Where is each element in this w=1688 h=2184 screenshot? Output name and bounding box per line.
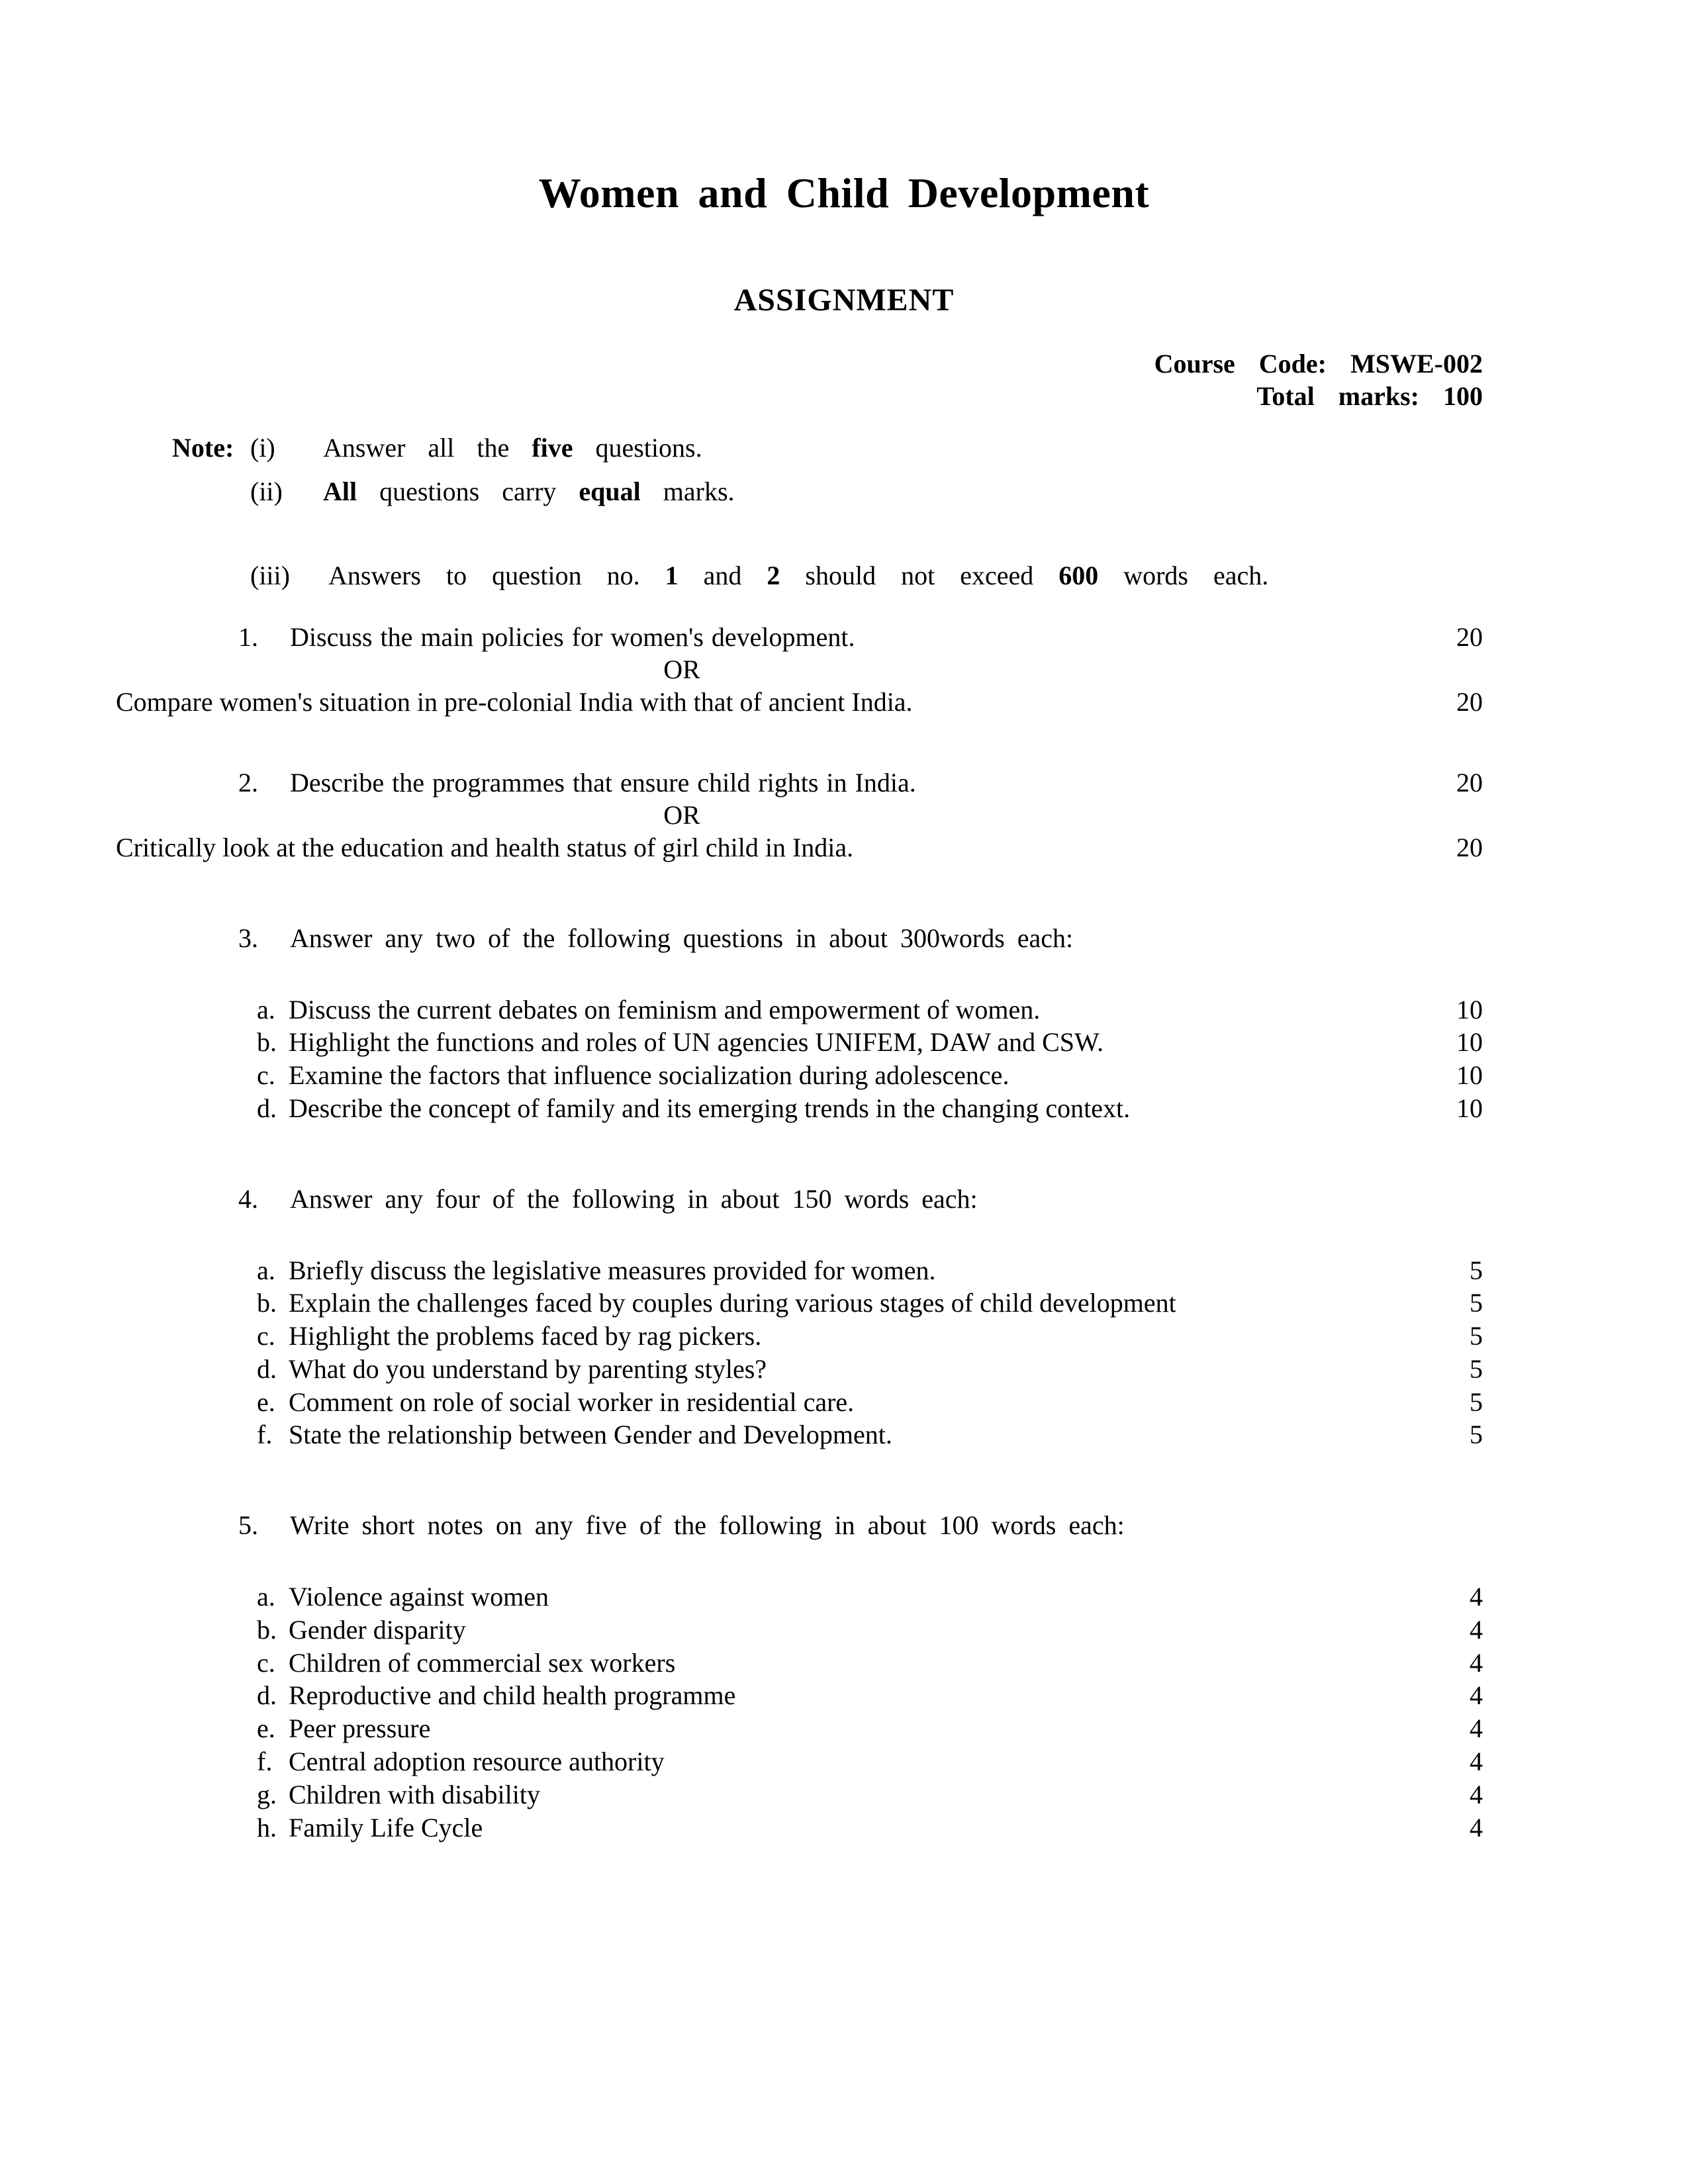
q5-e-text: Peer pressure [289,1713,431,1744]
q4-a-text: Briefly discuss the legislative measures provided for women. [289,1255,936,1285]
list-item [257,1679,1483,1712]
q5-f-marks: 4 [1470,1747,1483,1777]
question-1 [238,621,1483,654]
q4-b-marks: 5 [1470,1288,1483,1318]
q5-b-text: Gender disparity [289,1614,466,1645]
list-item [257,1778,1483,1811]
q3-c-marks: 10 [1456,1060,1483,1091]
list-item [257,1059,1483,1092]
note-text-i [323,432,702,463]
q4-d-marks: 5 [1470,1353,1483,1384]
note-text-ii [323,476,735,507]
question-3-subitems [257,993,1483,1125]
question-2-number: 2. [238,768,258,798]
list-item [257,1712,1483,1745]
note-roman-iii: (iii) [250,560,290,590]
question-2-marks: 20 [1456,768,1483,798]
question-1-or-label: OR [663,654,700,684]
question-4-text: Answer any four of the following in about 150 words each: [290,1183,978,1214]
list-item [257,1386,1483,1419]
q5-c-letter: c. [257,1647,275,1678]
spacer [238,718,1483,767]
note-roman-i: (i) [250,433,275,463]
list-item [257,1287,1483,1320]
note-iii-bold-c: 600 [1058,560,1099,590]
note-item-iii [172,560,1688,591]
note-i-bold: five [532,433,573,463]
note-iii-c: should not exceed [780,560,1059,590]
note-block [0,432,1688,591]
spacer [238,1216,1483,1254]
question-3-text: Answer any two of the following questions in about 300words each: [290,923,1074,953]
q3-c-text: Examine the factors that influence socialization during adolescence. [289,1060,1009,1091]
question-2-alternative [116,832,1483,864]
q5-e-marks: 4 [1470,1713,1483,1744]
note-ii-post: questions carry [357,476,579,506]
spacer [238,955,1483,993]
q5-g-letter: g. [257,1779,277,1809]
q5-b-marks: 4 [1470,1614,1483,1645]
question-2-text: Describe the programmes that ensure child rights in India. [290,768,916,798]
q4-d-text: What do you understand by parenting styles? [289,1353,767,1384]
spacer [238,1451,1483,1510]
q4-e-text: Comment on role of social worker in residential care. [289,1387,855,1417]
list-item [257,1320,1483,1353]
note-ii-post2: marks. [640,476,735,506]
q5-a-letter: a. [257,1582,275,1612]
q4-e-letter: e. [257,1387,275,1417]
question-5-number: 5. [238,1510,258,1541]
note-label: Note: [172,433,234,463]
q4-a-marks: 5 [1470,1255,1483,1285]
note-iii-d: words each. [1098,560,1269,590]
question-3 [238,923,1483,955]
q3-c-letter: c. [257,1060,275,1091]
q3-d-marks: 10 [1456,1093,1483,1123]
q4-b-letter: b. [257,1288,277,1318]
question-1-marks: 20 [1456,621,1483,652]
page-title: Women and Child Development [538,169,1150,216]
list-item [257,1026,1483,1059]
question-1-alt-marks: 20 [1456,686,1483,717]
note-ii-bold: All [323,476,357,506]
note-text-iii [328,560,1268,591]
note-item-i [172,432,1688,463]
q4-b-text: Explain the challenges faced by couples during various stages of child development [289,1288,1176,1318]
question-4-number: 4. [238,1183,258,1214]
list-item [257,1092,1483,1125]
course-meta [0,347,1688,412]
assignment-heading: ASSIGNMENT [733,283,955,318]
q5-g-marks: 4 [1470,1779,1483,1809]
q5-d-text: Reproductive and child health programme [289,1680,736,1711]
q4-c-text: Highlight the problems faced by rag pickers. [289,1321,762,1351]
note-iii-b: and [678,560,767,590]
question-4-subitems [257,1254,1483,1452]
spacer [238,1542,1483,1580]
list-item [257,1580,1483,1614]
course-code: Course Code: MSWE-002 [1154,349,1483,379]
q3-a-letter: a. [257,994,275,1024]
note-ii-bold2: equal [579,476,641,506]
q4-f-marks: 5 [1470,1420,1483,1450]
list-item [257,1353,1483,1386]
q5-d-marks: 4 [1470,1680,1483,1711]
note-iii-a: Answers to question no. [328,560,665,590]
question-5 [238,1510,1483,1542]
list-item [257,1647,1483,1680]
question-4 [238,1183,1483,1216]
q3-b-letter: b. [257,1027,277,1058]
question-5-text: Write short notes on any five of the following in about 100 words each: [290,1510,1125,1541]
question-2-or-label: OR [663,800,700,831]
q5-g-text: Children with disability [289,1779,540,1809]
q5-b-letter: b. [257,1614,277,1645]
list-item [257,1745,1483,1778]
note-iii-bold-a: 1 [665,560,679,590]
q4-e-marks: 5 [1470,1387,1483,1417]
note-iii-bold-b: 2 [767,560,780,590]
q5-c-marks: 4 [1470,1647,1483,1678]
note-i-post: questions. [573,433,702,463]
note-item-ii [172,476,1688,507]
question-3-number: 3. [238,923,258,953]
spacer [238,1125,1483,1183]
q3-d-letter: d. [257,1093,277,1123]
question-1-alt-text: Compare women's situation in pre-colonial India with that of ancient India. [116,686,913,717]
q3-d-text: Describe the concept of family and its emerging trends in the changing context. [289,1093,1131,1123]
questions-area [0,621,1688,1844]
q5-a-marks: 4 [1470,1582,1483,1612]
list-item [257,1811,1483,1844]
q3-a-marks: 10 [1456,994,1483,1024]
q4-d-letter: d. [257,1353,277,1384]
question-2-alt-marks: 20 [1456,832,1483,862]
q3-b-marks: 10 [1456,1027,1483,1058]
q5-e-letter: e. [257,1713,275,1744]
note-i-pre: Answer all the [323,433,532,463]
q4-a-letter: a. [257,1255,275,1285]
question-1-text: Discuss the main policies for women's development. [290,621,855,652]
question-2 [238,767,1483,799]
q5-f-text: Central adoption resource authority [289,1747,665,1777]
q5-c-text: Children of commercial sex workers [289,1647,676,1678]
question-5-subitems [257,1580,1483,1844]
spacer [238,864,1483,923]
q5-d-letter: d. [257,1680,277,1711]
q5-a-text: Violence against women [289,1582,549,1612]
q5-h-text: Family Life Cycle [289,1812,483,1843]
q4-c-letter: c. [257,1321,275,1351]
q3-b-text: Highlight the functions and roles of UN agencies UNIFEM, DAW and CSW. [289,1027,1104,1058]
q4-c-marks: 5 [1470,1321,1483,1351]
q5-h-marks: 4 [1470,1812,1483,1843]
list-item [257,1418,1483,1451]
q4-f-letter: f. [257,1420,273,1450]
q3-a-text: Discuss the current debates on feminism and empowerment of women. [289,994,1041,1024]
total-marks: Total marks: 100 [1256,381,1483,412]
q5-f-letter: f. [257,1747,273,1777]
question-1-alternative [116,686,1483,719]
question-2-alt-text: Critically look at the education and health status of girl child in India. [116,832,854,862]
note-roman-ii: (ii) [250,476,283,506]
list-item [257,1254,1483,1287]
q5-h-letter: h. [257,1812,277,1843]
list-item [257,993,1483,1026]
q4-f-text: State the relationship between Gender and Development. [289,1420,892,1450]
question-1-number: 1. [238,621,258,652]
list-item [257,1614,1483,1647]
